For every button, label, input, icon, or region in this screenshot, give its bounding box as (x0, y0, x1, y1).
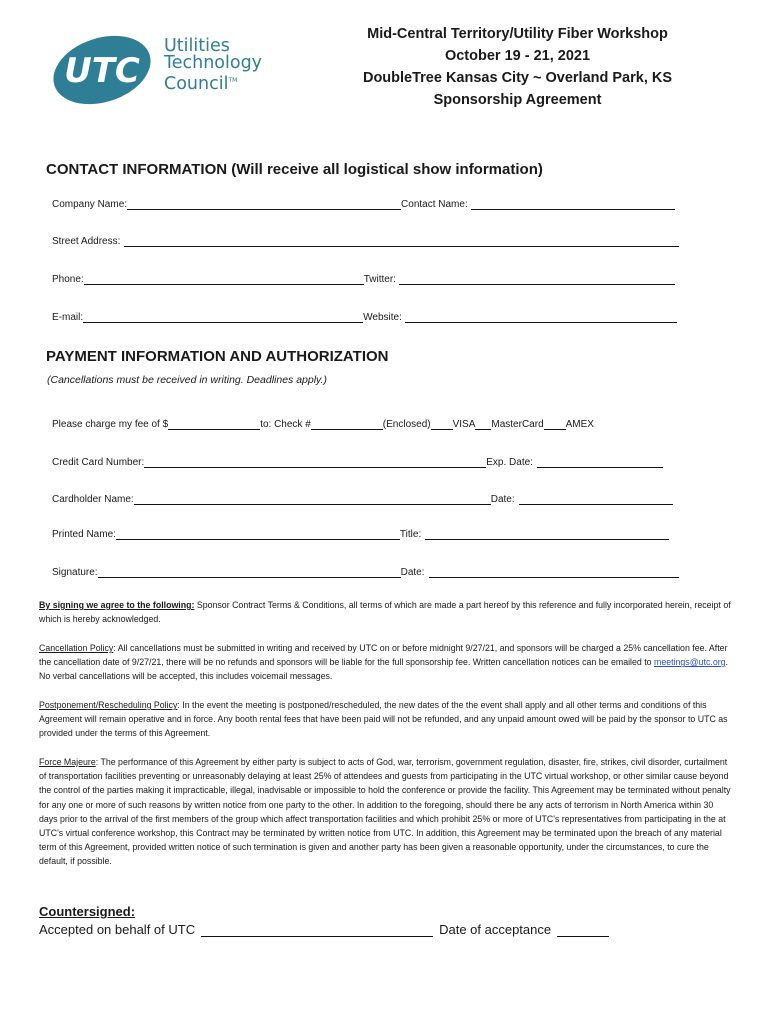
amex-label: AMEX (565, 419, 594, 430)
fee-amount-field[interactable] (168, 417, 260, 430)
exp-date-label: Exp. Date: (486, 457, 533, 468)
amex-checkbox-field[interactable] (544, 417, 566, 430)
date-of-acceptance-label: Date of acceptance (439, 922, 552, 937)
logo-line-2: Technology (164, 53, 263, 73)
title-field[interactable] (425, 527, 669, 540)
date-field[interactable] (519, 492, 673, 505)
cancellation-policy-paragraph (39, 641, 733, 684)
cancellation-text-2: . No verbal cancellations will be accepted, this includes voicemail messages. (39, 657, 728, 682)
twitter-label: Twitter: (363, 274, 396, 285)
phone-label: Phone: (52, 274, 84, 285)
email-website-row (52, 307, 677, 323)
force-majeure-paragraph (39, 755, 733, 869)
signing-text: Sponsor Contract Terms & Conditions, all terms of which are made a part hereof by this reference and fully incorporated herein, receipt of which is hereby acknowledged. (39, 600, 731, 625)
printed-name-label: Printed Name: (52, 529, 116, 540)
website-label: Website: (363, 312, 402, 323)
printed-name-field[interactable] (116, 527, 400, 540)
trademark-mark: TM (228, 77, 238, 84)
event-venue: DoubleTree Kansas City ~ Overland Park, KS (362, 70, 673, 86)
force-majeure-heading: Force Majeure (39, 757, 96, 767)
cancellation-heading: Cancellation Policy (39, 643, 114, 653)
charge-fee-label: Please charge my fee of $ (52, 419, 169, 430)
signing-heading: By signing we agree to the following: (39, 600, 195, 610)
logo-line-3-text: Council (164, 73, 229, 94)
street-row (52, 231, 679, 247)
logo-line-1: Utilities (164, 36, 230, 56)
postponement-heading: Postponement/Rescheduling Policy (39, 700, 178, 710)
printed-name-row (52, 524, 669, 540)
street-address-label: Street Address: (52, 236, 121, 247)
street-address-field[interactable] (124, 234, 679, 247)
logo-line-3 (164, 72, 262, 93)
visa-label: VISA (452, 419, 476, 430)
event-dates: October 19 - 21, 2021 (444, 48, 591, 64)
cardholder-name-field[interactable] (134, 492, 491, 505)
accepted-on-behalf-label: Accepted on behalf of UTC (39, 922, 196, 937)
signature-date-field[interactable] (429, 565, 679, 578)
mastercard-label: MasterCard (491, 419, 544, 430)
website-field[interactable] (405, 310, 677, 323)
email-field[interactable] (83, 310, 363, 323)
countersigned-heading: Countersigned: (39, 904, 136, 919)
mastercard-checkbox-field[interactable] (475, 417, 491, 430)
phone-field[interactable] (84, 272, 364, 285)
signature-date-label: Date: (400, 567, 425, 578)
countersigned-row (39, 922, 609, 937)
exp-date-field[interactable] (537, 455, 663, 468)
date-of-acceptance-field[interactable] (557, 922, 609, 937)
charge-row (52, 414, 594, 430)
payment-heading: PAYMENT INFORMATION AND AUTHORIZATION (46, 348, 389, 365)
contact-name-label: Contact Name: (401, 199, 468, 210)
utc-logo-wordmark (164, 38, 262, 93)
signature-row (52, 562, 679, 578)
card-number-label: Credit Card Number: (52, 457, 145, 468)
contact-name-field[interactable] (471, 197, 675, 210)
card-number-row (52, 452, 663, 468)
date-label: Date: (490, 494, 515, 505)
enclosed-label: (Enclosed) (382, 419, 431, 430)
email-label: E-mail: (52, 312, 84, 323)
payment-note: (Cancellations must be received in writing. Deadlines apply.) (47, 374, 327, 386)
postponement-text: : In the event the meeting is postponed/rescheduled, the new dates of the the event shall apply and all other terms and conditions of this Agreement will remain operative and in force. Any booth rental fees that have been paid will not be refunded, and any unpaid amount owed will be paid by the sponsor to UTC as provided under the terms of this Agreement. (39, 700, 728, 739)
company-name-field[interactable] (127, 197, 401, 210)
postponement-policy-paragraph (39, 698, 733, 741)
card-number-field[interactable] (144, 455, 486, 468)
signature-field[interactable] (98, 565, 401, 578)
visa-checkbox-field[interactable] (431, 417, 453, 430)
signature-label: Signature: (52, 567, 98, 578)
check-label: to: Check # (260, 419, 311, 430)
agreement-title: Sponsorship Agreement (433, 92, 602, 108)
title-label: Title: (399, 529, 422, 540)
twitter-field[interactable] (399, 272, 675, 285)
force-majeure-text: : The performance of this Agreement by either party is subject to acts of God, war, terrorism, government regulation, disaster, fire, strikes, civil disorder, curtailment of transportation facilities preventing or unreasonably delaying at least 25% of attendees and guests from participating in the UTC virtual workshop, or other similar cause beyond the control of the parties making it impracticable, illegal, inadvisable or impossible to hold the conference or provide the facility. This Agreement may be terminated without penalty for any one or more of such reasons by written notice from one party to the other. In addition to the foregoing, should there be any acts of terrorism in North America within 30 days prior to the arrival of the first members of the group which affect transportation facilities and which prohibit 25% or more of UTC's representatives from participating in the at UTC's virtual conference workshop, this Contract may be terminated by written notice from UTC. In addition, this Agreement may be terminated upon the breach of any material term of this Agreement, provided written notice of such termination is given and another party has been given a reasonable opportunity, under the circumstances, to cure the default, if possible. (39, 757, 731, 867)
event-name: Mid-Central Territory/Utility Fiber Workshop (367, 26, 668, 42)
company-name-label: Company Name: (52, 199, 128, 210)
company-contact-row (52, 194, 675, 210)
utc-logo-monogram: UTC (64, 51, 140, 91)
utc-signature-field[interactable] (201, 922, 433, 937)
signing-agreement-paragraph (39, 598, 733, 626)
document-title (340, 23, 695, 111)
check-number-field[interactable] (311, 417, 383, 430)
utc-logo-mark (50, 34, 162, 106)
meetings-email-link[interactable]: meetings@utc.org (654, 657, 726, 668)
cardholder-row (52, 489, 673, 505)
cancellation-text-1: : All cancellations must be submitted in writing and received by UTC on or before midnight 9/27/21, and sponsors will be charged a 25% cancellation fee. After the cancellation date of 9/27/21, there will be no refunds and sponsors will be liable for the full sponsorship fee. Written cancellation notices can be emailed to (39, 643, 728, 668)
contact-heading: CONTACT INFORMATION (Will receive all logistical show information) (46, 161, 543, 178)
phone-twitter-row (52, 269, 675, 285)
cardholder-name-label: Cardholder Name: (52, 494, 134, 505)
